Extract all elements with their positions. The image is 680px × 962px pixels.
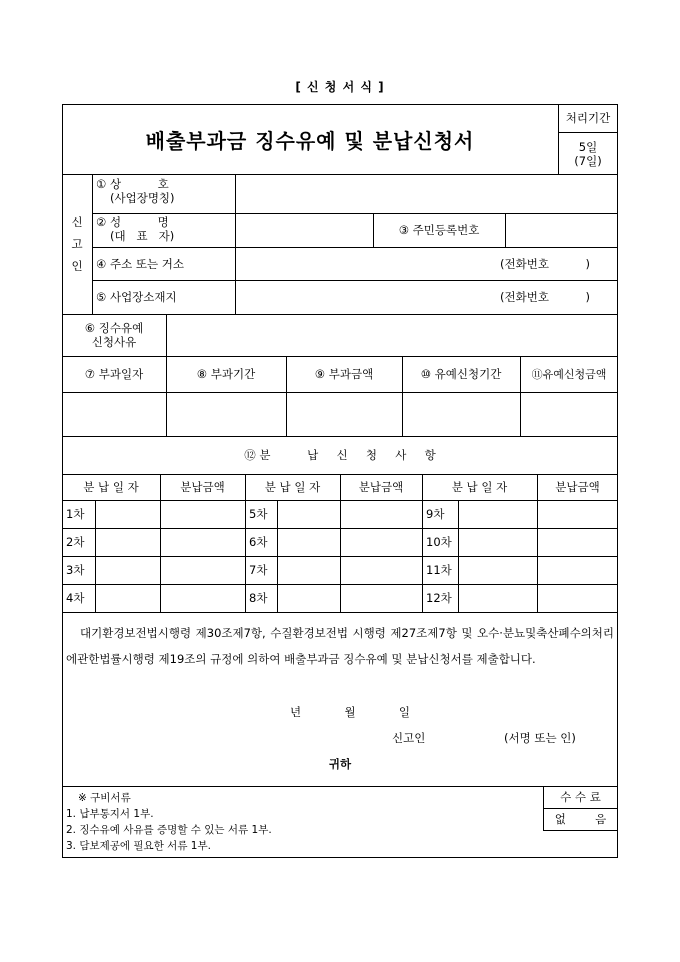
resident-number-field[interactable] <box>506 214 617 247</box>
installment-round-2: 2차 <box>66 535 85 549</box>
installment-round-4: 4차 <box>66 591 85 605</box>
installment-round-1: 1차 <box>66 507 85 521</box>
levy-period-field[interactable] <box>167 393 285 436</box>
date-year-label: 년 <box>290 705 302 719</box>
deferral-reason-label-2: 신청사유 <box>91 335 137 349</box>
installment-round-5: 5차 <box>249 507 268 521</box>
installment-round-11: 11차 <box>426 563 452 577</box>
installment-round-8: 8차 <box>249 591 268 605</box>
installment-round-12: 12차 <box>426 591 452 605</box>
business-name-label-sub: (사업장명칭) <box>110 191 175 205</box>
applicant-char-1: 신 <box>71 215 83 229</box>
installment-section-title: ⑫ 분 납 신 청 사 항 <box>244 448 436 462</box>
required-documents-title: ※ 구비서류 <box>78 792 131 804</box>
applicant-char-2: 고 <box>71 237 83 251</box>
date-day-label: 일 <box>398 705 410 719</box>
required-documents <box>66 790 536 856</box>
installment-round-9: 9차 <box>426 507 445 521</box>
business-name-field[interactable] <box>236 175 617 213</box>
recipient-label: 귀하 <box>328 757 352 771</box>
deferral-reason-field[interactable] <box>167 315 617 356</box>
signer-label: 신고인 <box>392 731 426 745</box>
levy-amount-header: ⑨ 부과금액 <box>314 367 374 381</box>
representative-label-main: ② 성 명 <box>96 215 169 229</box>
representative-label <box>96 215 234 247</box>
installment-amount-header-3: 분납금액 <box>555 480 600 494</box>
declaration-statement <box>66 620 614 672</box>
installment-round-7: 7차 <box>249 563 268 577</box>
installment-date-header-1: 분 납 일 자 <box>83 480 139 494</box>
deferral-amount-field[interactable] <box>521 393 617 436</box>
levy-date-header: ⑦ 부과일자 <box>84 367 144 381</box>
installment-amount-header-2: 분납금액 <box>358 480 404 494</box>
installment-round-6: 6차 <box>249 535 268 549</box>
levy-period-header: ⑧ 부과기간 <box>196 367 256 381</box>
installment-date-header-2: 분 납 일 자 <box>264 480 321 494</box>
representative-name-field[interactable] <box>236 214 373 247</box>
declaration-text: 대기환경보전법시행령 제30조제7항, 수질환경보전법 시행령 제27조제7항 및 오수·분뇨및축산폐수의처리에관한법률시행령 제19조의 규정에 의하여 배출부과금 징수유예 및 분납신청서를 제출합니다. <box>66 626 614 666</box>
fee-label: 수 수 료 <box>560 790 601 804</box>
installment-round-10: 10차 <box>426 535 452 549</box>
address-phone-label: (전화번호 ) <box>500 256 590 271</box>
form-type-label: [ 신 청 서 식 ] <box>295 80 385 94</box>
business-name-label-main: ① 상 호 <box>96 177 169 191</box>
site-phone-label: (전화번호 ) <box>500 290 590 304</box>
required-document-1: 1. 납부통지서 1부. <box>66 808 154 820</box>
address-label: ④ 주소 또는 거소 <box>96 256 184 271</box>
date-month-label: 월 <box>344 705 356 719</box>
deferral-reason-label <box>62 314 166 356</box>
resident-number-label: ③ 주민등록번호 <box>398 223 480 237</box>
form-title: 배출부과금 징수유예 및 분납신청서 <box>145 128 475 153</box>
required-document-2: 2. 징수유예 사유를 증명할 수 있는 서류 1부. <box>66 824 272 836</box>
business-name-label <box>96 177 234 213</box>
address-field[interactable] <box>236 248 506 280</box>
processing-period-days: 5일 <box>578 139 598 154</box>
deferral-period-header: ⑩ 유예신청기간 <box>420 367 502 381</box>
business-site-field[interactable] <box>236 281 506 314</box>
signature-placeholder[interactable]: (서명 또는 인) <box>504 731 576 745</box>
installment-amount-header-1: 분납금액 <box>180 480 225 494</box>
levy-date-field[interactable] <box>63 393 165 436</box>
business-site-label: ⑤ 사업장소재지 <box>96 290 177 304</box>
deferral-period-field[interactable] <box>403 393 519 436</box>
deferral-reason-label-1: ⑥ 징수유예 <box>84 321 144 335</box>
fee-value: 없 음 <box>554 812 607 826</box>
applicant-group-label <box>62 174 92 314</box>
required-document-3: 3. 담보제공에 필요한 서류 1부. <box>66 840 211 852</box>
installment-round-3: 3차 <box>66 563 85 577</box>
levy-amount-field[interactable] <box>287 393 401 436</box>
applicant-char-3: 인 <box>71 259 83 273</box>
processing-period-extended: (7일) <box>574 153 602 168</box>
date-line <box>290 704 410 724</box>
installment-date-header-3: 분 납 일 자 <box>451 480 508 494</box>
representative-label-sub: (대 표 자) <box>110 229 175 243</box>
deferral-amount-header: ⑪유예신청금액 <box>531 368 607 381</box>
processing-period-label: 처리기간 <box>565 111 611 125</box>
processing-period-value <box>558 133 618 174</box>
